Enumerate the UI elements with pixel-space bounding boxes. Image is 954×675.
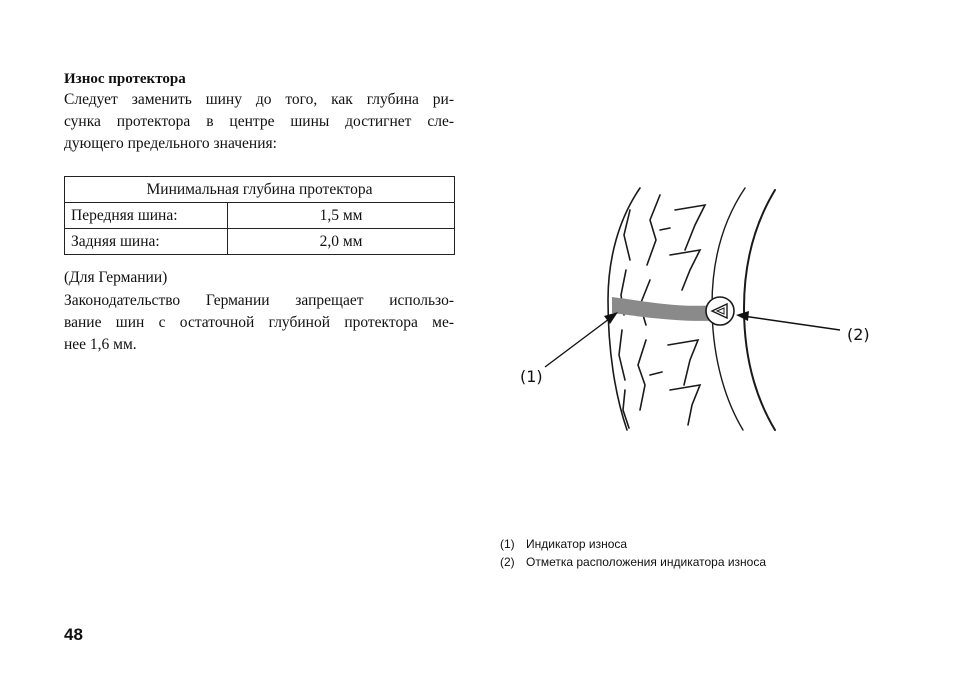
table-row-label: Задняя шина:: [65, 229, 228, 255]
tread-depth-table: [64, 176, 455, 255]
intro-line: дующего предельного значения:: [64, 135, 277, 152]
callout-label-2: (2): [847, 325, 870, 344]
tire-wear-indicator-figure: [500, 180, 900, 440]
table-header: Минимальная глубина протектора: [65, 177, 455, 203]
germany-paragraph: [64, 290, 454, 356]
legend-text: Индикатор износа: [526, 537, 628, 551]
table-header-row: [65, 177, 455, 203]
germany-note: [64, 267, 454, 289]
callout-label-1: (1): [520, 367, 543, 386]
legend-text: Отметка расположения индикатора износа: [526, 555, 767, 569]
intro-line: сунка протектора в центре шины достигнет сле-: [64, 113, 454, 130]
intro-line: Следует заменить шину до того, как глубина ри-: [64, 91, 454, 108]
callout-arrow-2: [736, 311, 840, 330]
germany-line: вание шин с остаточной глубиной протектора ме-: [64, 314, 454, 331]
intro-paragraph: [64, 89, 454, 155]
table-row-value: 1,5 мм: [228, 203, 455, 229]
legend-number: (1): [500, 537, 515, 551]
indicator-location-mark: [706, 297, 734, 325]
callout-arrow-1: [545, 312, 618, 367]
table-row-label: Передняя шина:: [65, 203, 228, 229]
table-row: [65, 229, 455, 255]
legend-item: [500, 535, 766, 553]
legend-item: [500, 553, 766, 571]
germany-note-text: (Для Германии): [64, 269, 168, 286]
page-number: 48: [64, 625, 83, 644]
germany-line: Законодательство Германии запрещает использо-: [64, 292, 454, 309]
section-title: Износ протектора: [64, 71, 186, 87]
germany-line: нее 1,6 мм.: [64, 336, 137, 353]
table-row-value: 2,0 мм: [228, 229, 455, 255]
figure-legend: [500, 535, 766, 571]
table-row: [65, 203, 455, 229]
legend-number: (2): [500, 555, 515, 569]
